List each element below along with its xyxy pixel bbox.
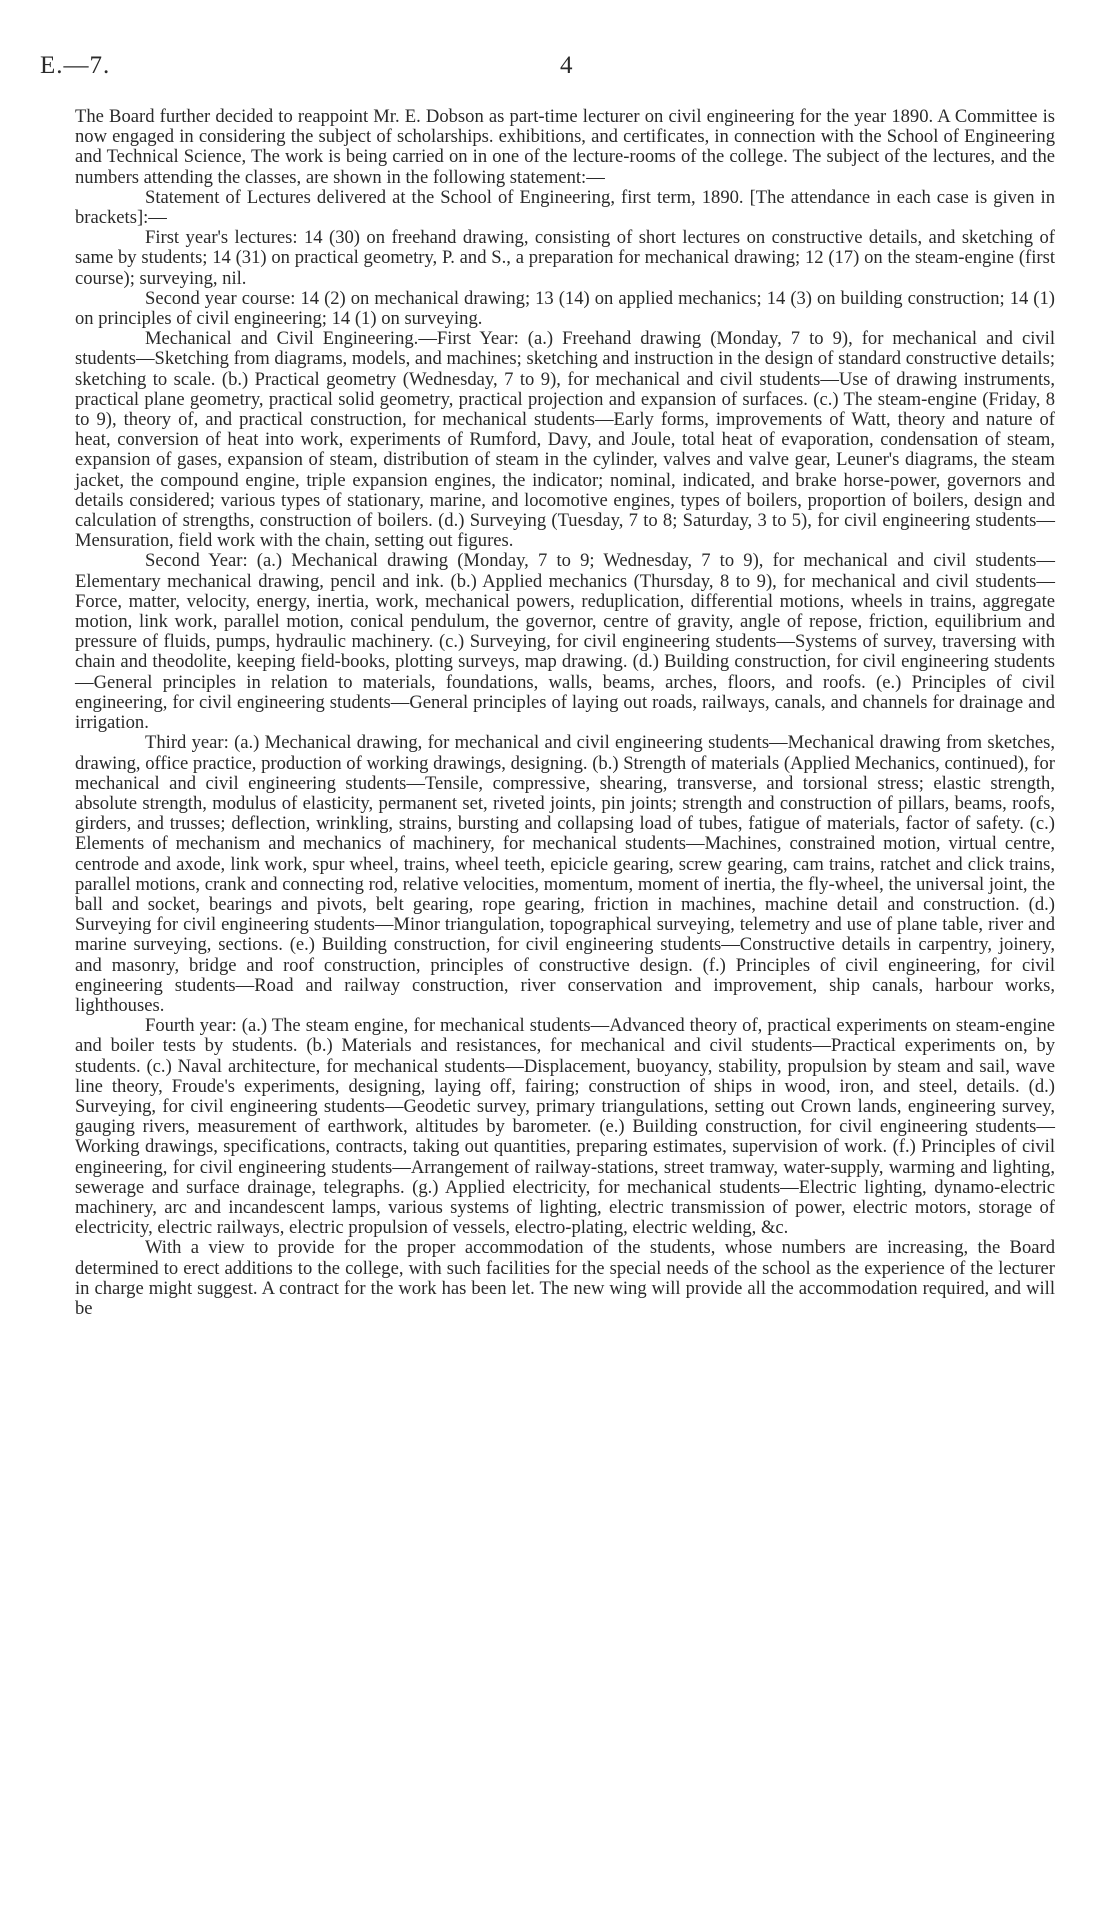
body-text (75, 107, 1055, 1319)
paragraph: Second Year: (a.) Mechanical drawing (Monday, 7 to 9; Wednesday, 7 to 9), for mechanical and civil students—Elementary mechanical drawing, pencil and ink. (b.) Applied mechanics (Thursday, 8 to 9), for mechanical and civil students—Force, matter, velocity, energy, inertia, work, mechanical powers, reduplication, differential motions, wheels in trains, aggregate motion, link work, parallel motion, conical pendulum, the governor, centre of gravity, angle of repose, friction, equilibrium and pressure of fluids, pumps, hydraulic machinery. (c.) Surveying, for civil engineering students—Systems of survey, traversing with chain and theodolite, keeping field-books, plotting surveys, map drawing. (d.) Building construction, for civil engineering students—General principles in relation to materials, foundations, walls, beams, arches, floors, and roofs. (e.) Principles of civil engineering, for civil engineering students—General principles of laying out roads, railways, canals, and channels for drainage and irrigation. (75, 550, 1055, 734)
document-reference: E.—7. (40, 52, 111, 79)
paragraph: Fourth year: (a.) The steam engine, for mechanical students—Advanced theory of, practical experiments on steam-engine and boiler tests by students. (b.) Materials and resistances, for mechanical and civil students—Practical experiments on, by students. (c.) Naval architecture, for mechanical students—Displacement, buoyancy, stability, propulsion by steam and sail, wave line theory, Froude's experiments, designing, laying off, fairing; construction of ships in wood, iron, and steel, details. (d.) Surveying, for civil engineering students—Geodetic survey, primary triangulations, setting out Crown lands, engineering survey, gauging rivers, measurement of earthwork, altitudes by barometer. (e.) Building construction, for civil engineering students—Working drawings, specifications, contracts, taking out quantities, preparing estimates, supervision of work. (f.) Principles of civil engineering, for civil engineering students—Arrangement of railway-stations, street tramway, water-supply, warming and lighting, sewerage and surface drainage, telegraphs. (g.) Applied electricity, for mechanical students—Electric lighting, dynamo-electric machinery, arc and incandescent lamps, various systems of lighting, electric transmission of power, electric motors, storage of electricity, electric railways, electric propulsion of vessels, electro-plating, electric welding, &c. (75, 1015, 1055, 1239)
paragraph: Statement of Lectures delivered at the School of Engineering, first term, 1890. [The attendance in each case is given in brackets]:— (75, 186, 1055, 229)
paragraph: With a view to provide for the proper accommodation of the students, whose numbers are increasing, the Board determined to erect additions to the college, with such facilities for the special needs of the school as the experience of the lecturer in charge might suggest. A contract for the work has been let. The new wing will provide all the accommodation required, and will be (75, 1237, 1055, 1319)
paragraph: The Board further decided to reappoint Mr. E. Dobson as part-time lecturer on civil engineering for the year 1890. A Committee is now engaged in considering the subject of scholarships. exhibitions, and certificates, in connection with the School of Engineering and Technical Science, The work is being carried on in one of the lecture-rooms of the college. The subject of the lectures, and the numbers attending the classes, are shown in the following statement:— (75, 106, 1055, 188)
paragraph: Third year: (a.) Mechanical drawing, for mechanical and civil engineering students—Mechanical drawing from sketches, drawing, office practice, production of working drawings, designing. (b.) Strength of materials (Applied Mechanics, continued), for mechanical and civil engineering students—Tensile, compressive, shearing, transverse, and torsional stress; elastic strength, absolute strength, modulus of elasticity, permanent set, riveted joints, pin joints; strength and construction of pillars, beams, roofs, girders, and trusses; deflection, wrinkling, strains, bursting and collapsing load of tubes, fatigue of materials, factor of safety. (c.) Elements of mechanism and mechanics of machinery, for mechanical students—Machines, constrained motion, virtual centre, centrode and axode, link work, spur wheel, trains, wheel teeth, epicicle gearing, screw gearing, cam trains, ratchet and click trains, parallel motions, crank and connecting rod, relative velocities, momentum, moment of inertia, the fly-wheel, the universal joint, the ball and socket, bearings and pivots, belt gearing, rope gearing, friction in machines, machine detail and construction. (d.) Surveying for civil engineering students—Minor triangulation, topographical surveying, telemetry and use of plane table, river and marine surveying, sections. (e.) Building construction, for civil engineering students—Constructive details in carpentry, joinery, and masonry, bridge and roof construction, principles of constructive design. (f.) Principles of civil engineering, for civil engineering students—Road and railway construction, river conservation and improvement, ship canals, harbour works, lighthouses. (75, 732, 1055, 1016)
paragraph: Mechanical and Civil Engineering.—First Year: (a.) Freehand drawing (Monday, 7 to 9), for mechanical and civil students—Sketching from diagrams, models, and machines; sketching and instruction in the design of standard constructive details; sketching to scale. (b.) Practical geometry (Wednesday, 7 to 9), for mechanical and civil students—Use of drawing instruments, practical plane geometry, practical solid geometry, practical projection and expansion of surfaces. (c.) The steam-engine (Friday, 8 to 9), theory of, and practical construction, for mechanical students—Early forms, improvements of Watt, theory and nature of heat, conversion of heat into work, experiments of Rumford, Davy, and Joule, total heat of evaporation, condensation of steam, expansion of gases, expansion of steam, distribution of steam in the cylinder, valves and valve gear, Leuner's diagrams, the steam jacket, the compound engine, triple expansion engines, the indicator; nominal, indicated, and brake horse-power, governors and details considered; various types of stationary, marine, and locomotive engines, types of boilers, proportion of boilers, design and calculation of strengths, construction of boilers. (d.) Surveying (Tuesday, 7 to 8; Saturday, 3 to 5), for civil engineering students—Mensuration, field work with the chain, setting out figures. (75, 328, 1055, 552)
page-number: 4 (560, 52, 573, 79)
paragraph: First year's lectures: 14 (30) on freehand drawing, consisting of short lectures on constructive details, and sketching of same by students; 14 (31) on practical geometry, P. and S., a preparation for mechanical drawing; 12 (17) on the steam-engine (first course); surveying, nil. (75, 227, 1055, 289)
paragraph: Second year course: 14 (2) on mechanical drawing; 13 (14) on applied mechanics; 14 (3) on building construction; 14 (1) on principles of civil engineering; 14 (1) on surveying. (75, 287, 1055, 330)
